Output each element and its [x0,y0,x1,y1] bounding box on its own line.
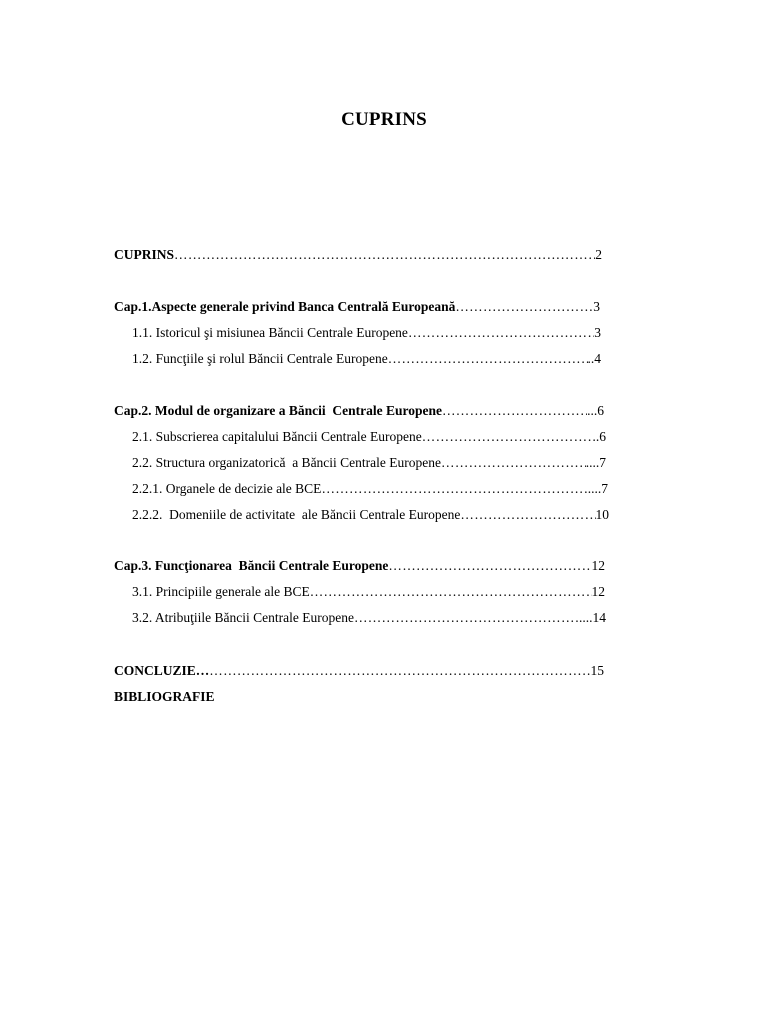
toc-entry-2-2-1[interactable] [132,480,608,498]
toc-entry-cuprins[interactable] [114,246,602,264]
toc-entry-1-1[interactable] [132,324,601,342]
toc-page-number: ....7 [585,455,606,470]
toc-entry-text: 2.2. Structura organizatorică a Băncii Centrale Europene [132,455,442,470]
dot-leader [408,324,594,342]
dot-leader [422,428,596,446]
toc-entry-3-1[interactable] [132,583,605,601]
toc-entry-text: 3.1. Principiile generale ale BCE [132,584,310,599]
toc-entry-text: 2.2.1. Organele de decizie ale BCE [132,481,322,496]
toc-entry-text: CONCLUZIE… [114,663,210,678]
page-title: CUPRINS [341,109,427,130]
toc-page-number: .6 [595,429,606,444]
toc-entry-bibliografie[interactable] [114,688,314,706]
dot-leader [209,662,590,680]
toc-entry-text: CUPRINS [114,247,175,262]
toc-entry-concluzie[interactable] [114,662,604,680]
toc-page-number: 10 [595,507,609,522]
toc-page-number: 15 [590,663,604,678]
dot-leader [460,506,595,524]
toc-entry-2-2-2[interactable] [132,506,609,524]
toc-entry-text: 1.1. Istoricul şi misiunea Băncii Centrale Europene [132,325,408,340]
toc-entry-text: BIBLIOGRAFIE [114,689,215,704]
toc-entry-text: 2.2.2. Domeniile de activitate ale Băncii Centrale Europene [132,507,461,522]
toc-page-number: ....7 [587,481,608,496]
toc-entry-cap-2[interactable] [114,402,604,420]
toc-entry-2-1[interactable] [132,428,606,446]
dot-leader [388,557,591,575]
dot-leader [441,454,586,472]
toc-entry-cap-3[interactable] [114,557,605,575]
toc-entry-text: 1.2. Funcţiile şi rolul Băncii Centrale Europene [132,351,388,366]
toc-page-number: 3 [593,299,600,314]
dot-leader [310,583,592,601]
dot-leader [174,246,595,264]
dot-leader [321,480,587,498]
toc-page-number: ....14 [579,610,606,625]
toc-entry-3-2[interactable] [132,609,606,627]
toc-page-number: ...6 [587,403,604,418]
toc-entry-text: Cap.1.Aspecte generale privind Banca Centrală Europeană [114,299,456,314]
dot-leader [455,298,593,316]
toc-page-number: 3 [594,325,601,340]
toc-page-number: 2 [595,247,602,262]
toc-page-number: 12 [591,584,605,599]
toc-entry-text: 3.2. Atribuţiile Băncii Centrale Europene [132,610,354,625]
toc-page-number: 12 [591,558,605,573]
toc-entry-text: Cap.3. Funcţionarea Băncii Centrale Europene [114,558,389,573]
toc-page-number: ..4 [587,351,601,366]
toc-entry-1-2[interactable] [132,350,601,368]
dot-leader [388,350,588,368]
dot-leader [354,609,579,627]
toc-entry-text: 2.1. Subscrierea capitalului Băncii Centrale Europene [132,429,422,444]
toc-entry-cap-1[interactable] [114,298,600,316]
toc-entry-text: Cap.2. Modul de organizare a Băncii Centrale Europene [114,403,442,418]
toc-entry-2-2[interactable] [132,454,606,472]
dot-leader [442,402,587,420]
